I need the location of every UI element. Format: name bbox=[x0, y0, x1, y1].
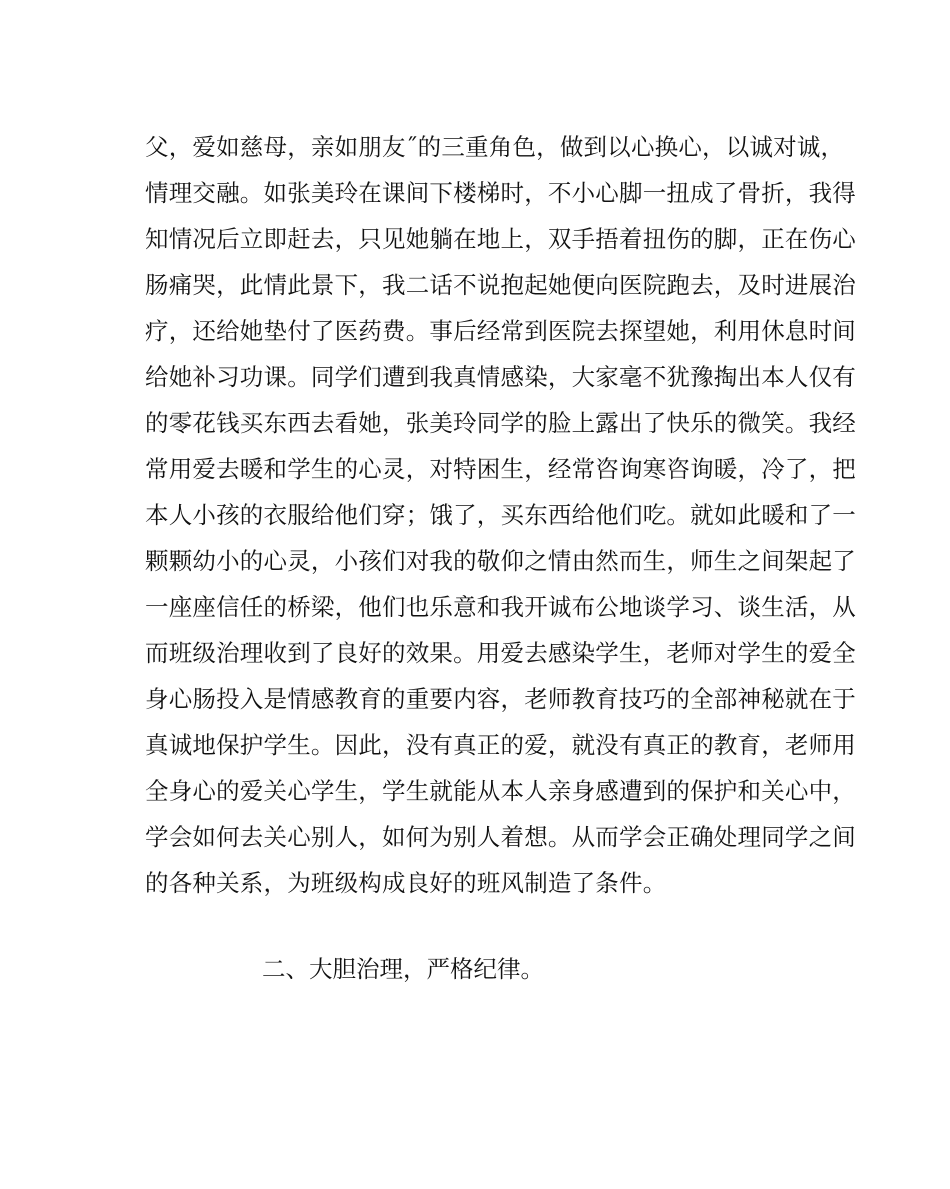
paragraph-line: 父，爱如慈母，亲如朋友˝的三重角色，做到以心换心，以诚对诚， bbox=[145, 133, 845, 161]
paragraph-line: 真诚地保护学生。因此，没有真正的爱，就没有真正的教育，老师用 bbox=[145, 731, 856, 759]
paragraph-line: 身心肠投入是情感教育的重要内容，老师教育技巧的全部神秘就在于 bbox=[145, 685, 856, 713]
paragraph-line: 的零花钱买东西去看她，张美玲同学的脸上露出了快乐的微笑。我经 bbox=[145, 409, 856, 437]
paragraph-line: 的各种关系，为班级构成良好的班风制造了条件。 bbox=[145, 869, 667, 897]
paragraph-line: 而班级治理收到了良好的效果。用爱去感染学生，老师对学生的爱全 bbox=[145, 639, 856, 667]
paragraph-line: 肠痛哭，此情此景下，我二话不说抱起她便向医院跑去，及时进展治 bbox=[145, 271, 856, 299]
section-heading: 二、大胆治理，严格纪律。 bbox=[262, 955, 544, 983]
paragraph-line: 颗颗幼小的心灵，小孩们对我的敬仰之情由然而生，师生之间架起了 bbox=[145, 547, 856, 575]
paragraph-line: 知情况后立即赶去，只见她躺在地上，双手捂着扭伤的脚，正在伤心 bbox=[145, 225, 856, 253]
paragraph-line: 学会如何去关心别人，如何为别人着想。从而学会正确处理同学之间 bbox=[145, 823, 856, 851]
body-paragraph bbox=[145, 124, 856, 906]
paragraph-line: 给她补习功课。同学们遭到我真情感染，大家毫不犹豫掏出本人仅有 bbox=[145, 363, 856, 391]
paragraph-line: 情理交融。如张美玲在课间下楼梯时，不小心脚一扭成了骨折，我得 bbox=[145, 179, 856, 207]
paragraph-line: 一座座信任的桥梁，他们也乐意和我开诚布公地谈学习、谈生活，从 bbox=[145, 593, 856, 621]
paragraph-line: 常用爱去暖和学生的心灵，对特困生，经常咨询寒咨询暖，冷了，把 bbox=[145, 455, 856, 483]
paragraph-line: 疗，还给她垫付了医药费。事后经常到医院去探望她，利用休息时间 bbox=[145, 317, 856, 345]
paragraph-line: 本人小孩的衣服给他们穿；饿了，买东西给他们吃。就如此暖和了一 bbox=[145, 501, 856, 529]
paragraph-line: 全身心的爱关心学生，学生就能从本人亲身感遭到的保护和关心中， bbox=[145, 777, 856, 805]
